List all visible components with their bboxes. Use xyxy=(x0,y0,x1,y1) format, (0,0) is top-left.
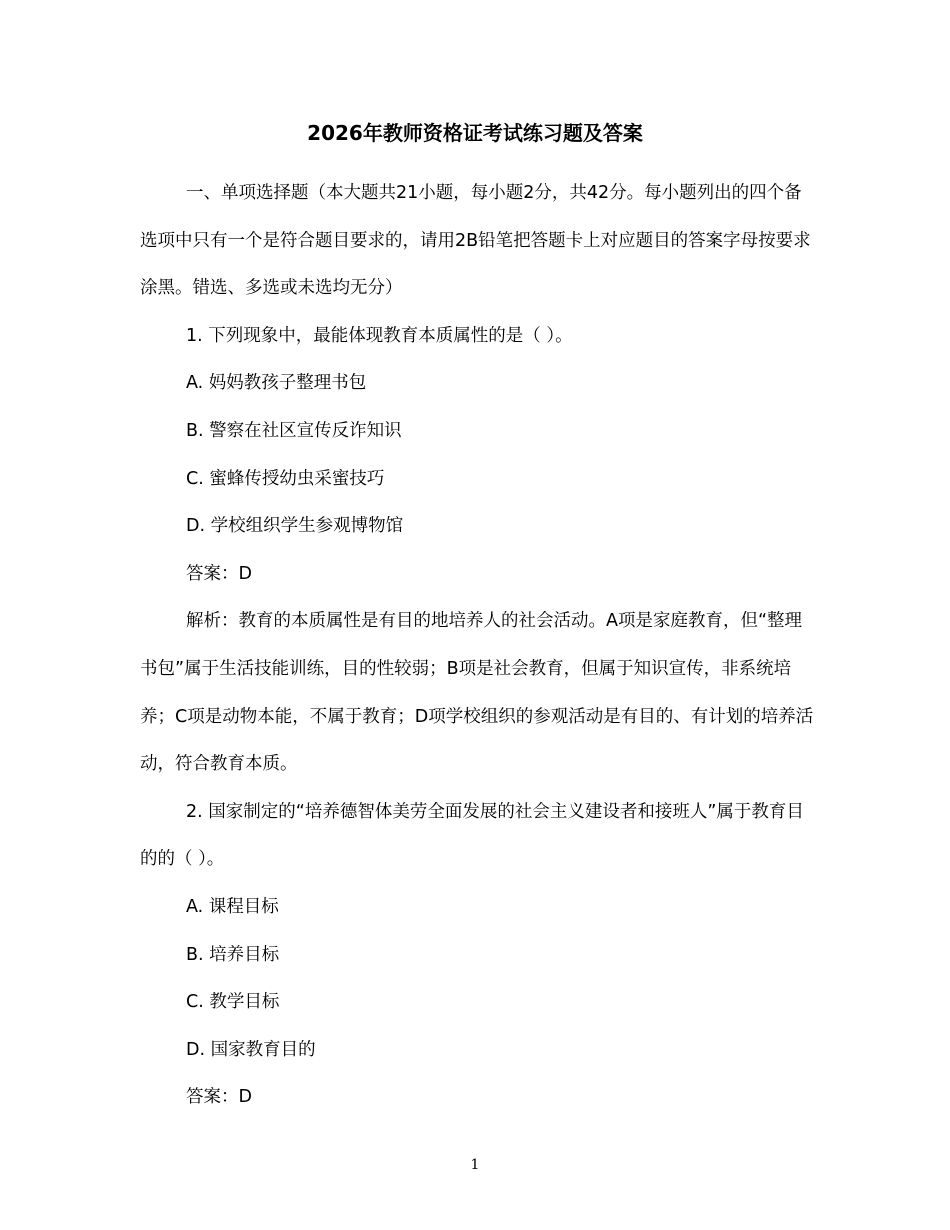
question-1-answer: 答案：D xyxy=(186,563,252,584)
question-1-stem: 1. 下列现象中，最能体现教育本质属性的是（ ）。 xyxy=(186,325,573,346)
question-1-analysis: 解析：教育的本质属性是有目的地培养人的社会活动。A项是家庭教育，但“整理书包”属于生活技能训练，目的性较弱；B项是社会教育，但属于知识宣传，非系统培养；C项是动物本能，不属于教育；D项学校组织的参观活动是有目的、有计划的培养活动，符合教育本质。 xyxy=(140,611,814,775)
document-title: 2026年教师资格证考试练习题及答案 xyxy=(307,121,643,145)
question-1-option-c: C. 蜜蜂传授幼虫采蜜技巧 xyxy=(186,468,385,489)
question-2-option-b: B. 培养目标 xyxy=(186,944,280,965)
question-1-option-d: D. 学校组织学生参观博物馆 xyxy=(186,516,404,537)
question-1-option-a: A. 妈妈教孩子整理书包 xyxy=(186,373,367,394)
page-number: 1 xyxy=(470,1157,480,1173)
question-1-option-b: B. 警察在社区宣传反诈知识 xyxy=(186,420,402,441)
question-2-option-a: A. 课程目标 xyxy=(186,896,279,917)
question-2-answer: 答案：D xyxy=(186,1087,252,1108)
question-2-option-c: C. 教学目标 xyxy=(186,992,280,1013)
section-intro: 一、单项选择题（本大题共21小题，每小题2分，共42分。每小题列出的四个备选项中只有一个是符合题目要求的，请用2B铅笔把答题卡上对应题目的答案字母按要求涂黑。错选、多选或未选均无分） xyxy=(140,183,811,299)
document-body xyxy=(140,170,816,1122)
question-2-option-d: D. 国家教育目的 xyxy=(186,1039,316,1060)
question-2-stem: 2. 国家制定的“培养德智体美劳全面发展的社会主义建设者和接班人”属于教育目的的（ ）。 xyxy=(140,801,804,870)
